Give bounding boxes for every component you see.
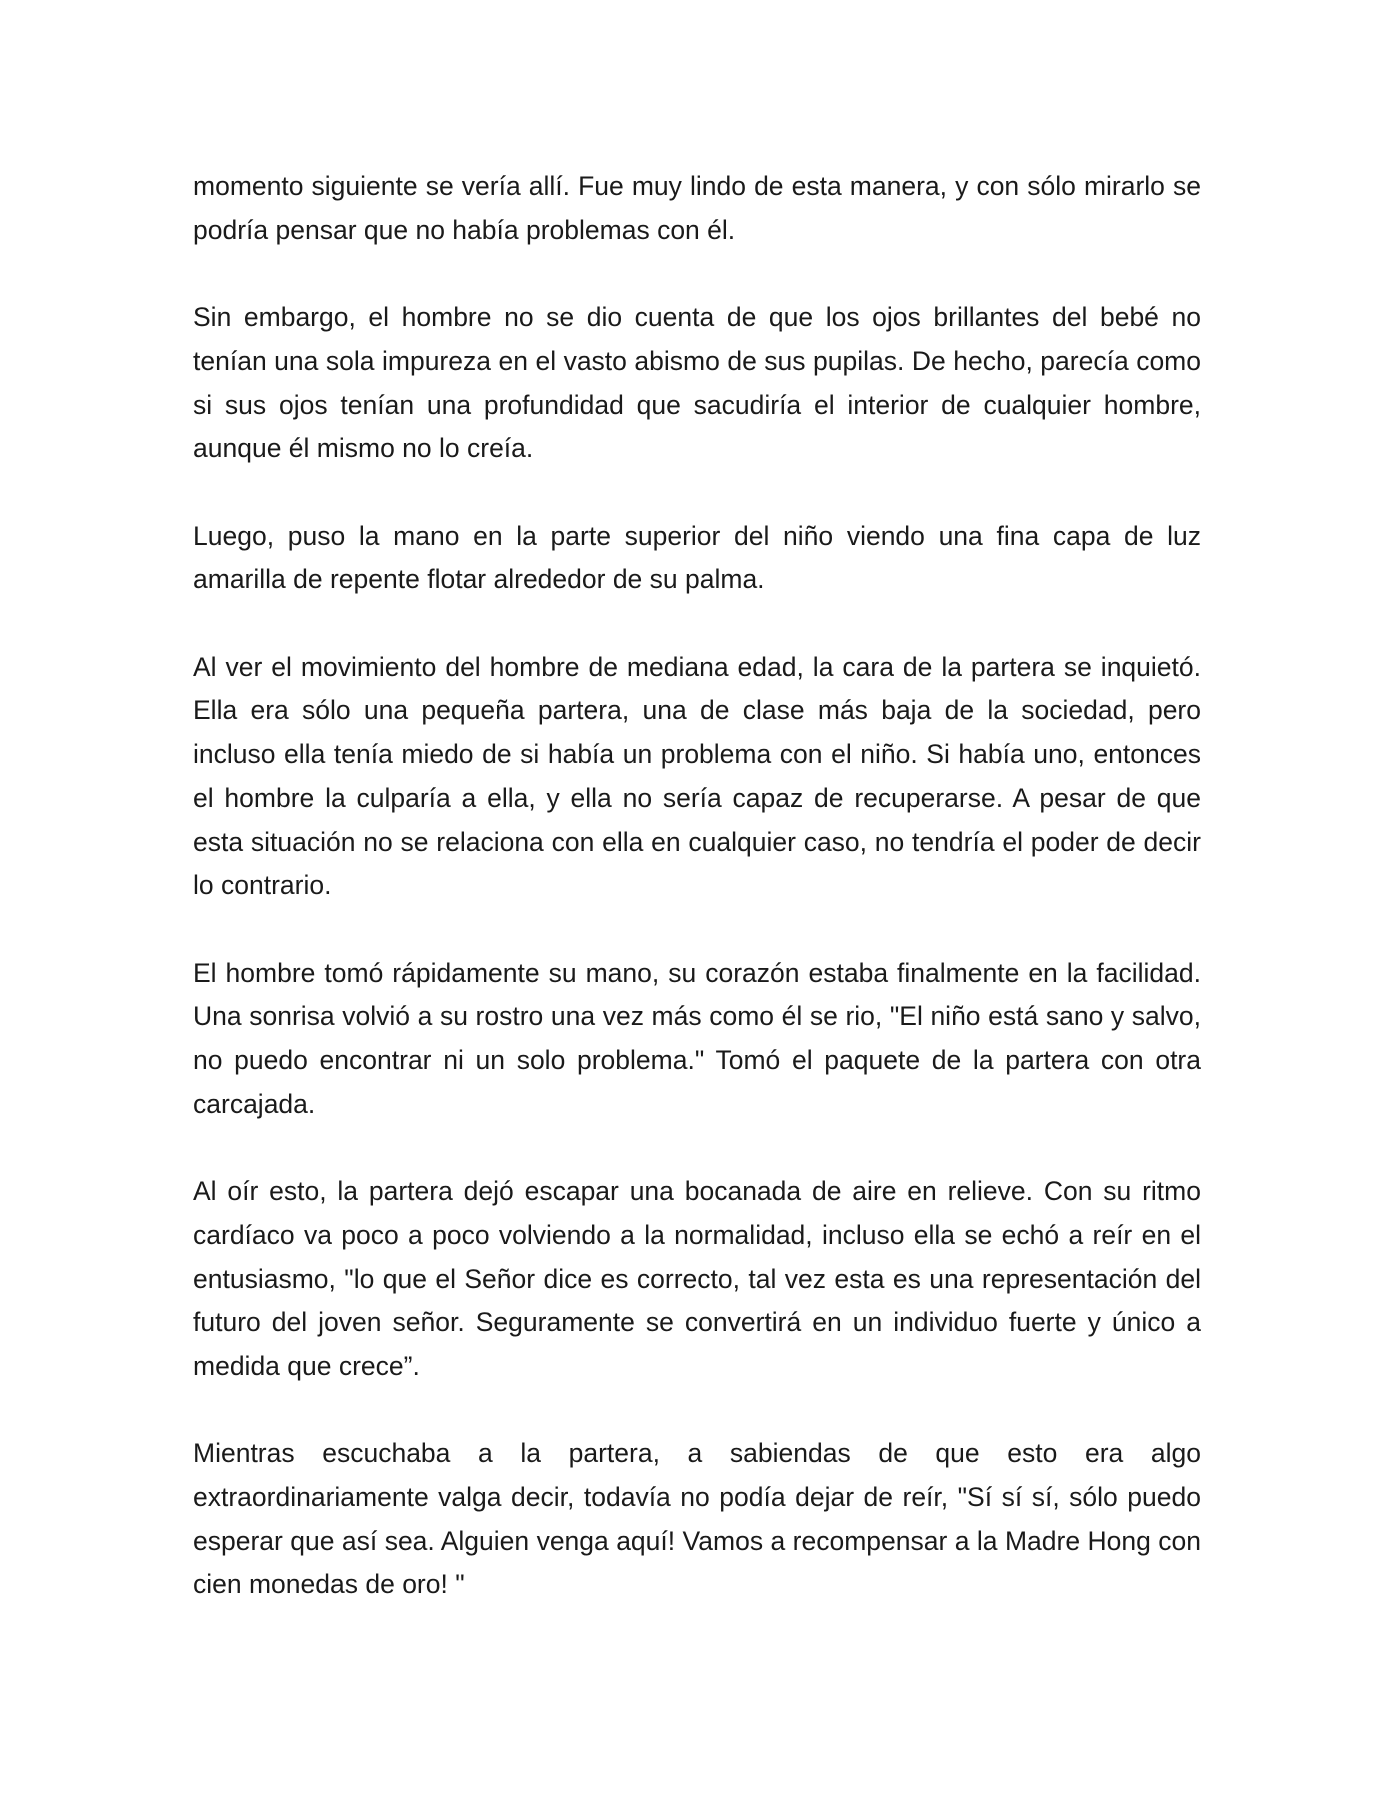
paragraph-6: Al oír esto, la partera dejó escapar una bocanada de aire en relieve. Con su ritmo cardíaco va poco a poco volviendo a la normalidad, incluso ella se echó a reír en el entusiasmo, "lo que el Señor dice es correcto, tal vez esta es una representación del futuro del joven señor. Seguramente se convertirá en un individuo fuerte y único a medida que crece”. bbox=[193, 1176, 1201, 1381]
paragraph-5: El hombre tomó rápidamente su mano, su corazón estaba finalmente en la facilidad. Una sonrisa volvió a su rostro una vez más como él se rio, "El niño está sano y salvo, no puedo encontrar ni un solo problema." Tomó el paquete de la partera con otra carcajada. bbox=[193, 957, 1201, 1119]
paragraph-4: Al ver el movimiento del hombre de mediana edad, la cara de la partera se inquietó. Ella era sólo una pequeña partera, una de clase más baja de la sociedad, pero incluso ella tenía miedo de si había un problema con el niño. Si había uno, entonces el hombre la culparía a ella, y ella no sería capaz de recuperarse. A pesar de que esta situación no se relaciona con ella en cualquier caso, no tendría el poder de decir lo contrario. bbox=[193, 651, 1201, 901]
paragraph-3: Luego, puso la mano en la parte superior del niño viendo una fina capa de luz amarilla de repente flotar alrededor de su palma. bbox=[193, 520, 1201, 595]
paragraph-2: Sin embargo, el hombre no se dio cuenta de que los ojos brillantes del bebé no tenían una sola impureza en el vasto abismo de sus pupilas. De hecho, parecía como si sus ojos tenían una profundidad que sacudiría el interior de cualquier hombre, aunque él mismo no lo creía. bbox=[193, 302, 1201, 464]
paragraph-1: momento siguiente se vería allí. Fue muy lindo de esta manera, y con sólo mirarlo se podría pensar que no había problemas con él. bbox=[193, 171, 1201, 245]
paragraph-7: Mientras escuchaba a la partera, a sabiendas de que esto era algo extraordinariamente valga decir, todavía no podía dejar de reír, "Sí sí sí, sólo puedo esperar que así sea. Alguien venga aquí! Vamos a recompensar a la Madre Hong con cien monedas de oro! " bbox=[193, 1438, 1201, 1600]
document-body bbox=[193, 165, 1201, 1607]
